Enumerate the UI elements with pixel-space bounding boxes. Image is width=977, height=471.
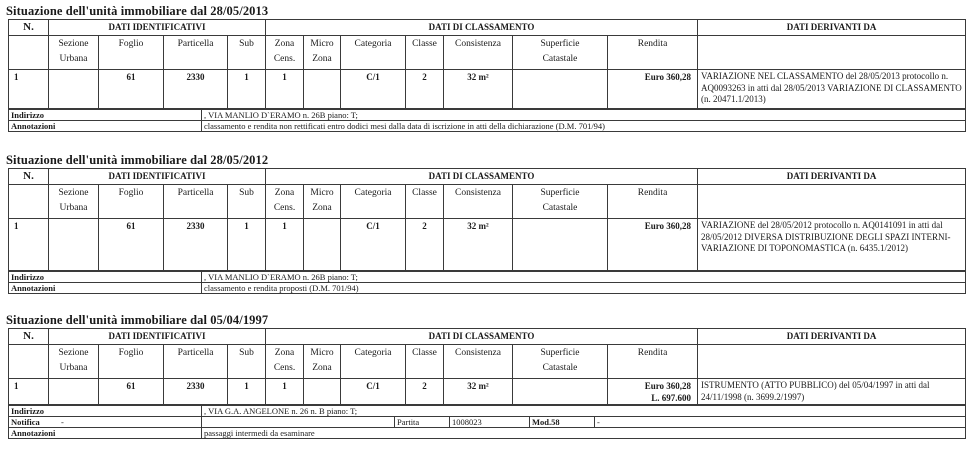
col-categoria: Categoria <box>341 185 406 219</box>
col-consistenza: Consistenza <box>444 36 513 70</box>
col-micro: Micro Zona <box>304 345 341 379</box>
notifica-spacer <box>202 417 395 428</box>
table-row <box>9 379 966 405</box>
cell-consistenza: 32 m² <box>444 219 513 271</box>
value-annotazioni: classamento e rendita proposti (D.M. 701/94) <box>202 283 966 294</box>
cell-classe: 2 <box>406 379 444 405</box>
label-partita: Partita <box>395 417 450 428</box>
group-identificativi: DATI IDENTIFICATIVI <box>49 329 266 345</box>
cell-n: 1 <box>9 379 49 405</box>
section-2012 <box>8 153 965 294</box>
col-sezione: Sezione Urbana <box>49 185 99 219</box>
label-annotazioni: Annotazioni <box>9 283 202 294</box>
col-n: N. <box>9 20 49 36</box>
cell-rendita: Euro 360,28 <box>608 70 698 109</box>
cell-categoria: C/1 <box>341 219 406 271</box>
cell-sub: 1 <box>228 379 266 405</box>
cadastral-table <box>8 328 966 405</box>
cell-n: 1 <box>9 219 49 271</box>
col-rendita: Rendita <box>608 345 698 379</box>
col-sub: Sub <box>228 345 266 379</box>
cell-particella: 2330 <box>164 219 228 271</box>
group-classamento: DATI DI CLASSAMENTO <box>266 20 698 36</box>
label-indirizzo: Indirizzo <box>9 110 202 121</box>
col-consistenza: Consistenza <box>444 345 513 379</box>
col-n-empty <box>9 185 49 219</box>
cell-zona: 1 <box>266 70 304 109</box>
col-particella: Particella <box>164 345 228 379</box>
group-derivanti: DATI DERIVANTI DA <box>698 329 966 345</box>
cell-consistenza: 32 m² <box>444 70 513 109</box>
value-indirizzo: , VIA MANLIO D`ERAMO n. 26B piano: T; <box>202 272 966 283</box>
col-classe: Classe <box>406 185 444 219</box>
info-table <box>8 405 966 439</box>
cell-n: 1 <box>9 70 49 109</box>
col-superficie: Superficie Catastale <box>513 185 608 219</box>
col-consistenza: Consistenza <box>444 185 513 219</box>
col-sezione: Sezione Urbana <box>49 345 99 379</box>
col-rendita: Rendita <box>608 36 698 70</box>
col-n-empty <box>9 36 49 70</box>
section-title: Situazione dell'unità immobiliare dal 28/05/2013 <box>6 4 269 18</box>
cell-classe: 2 <box>406 219 444 271</box>
value-indirizzo: , VIA MANLIO D`ERAMO n. 26B piano: T; <box>202 110 966 121</box>
col-classe: Classe <box>406 345 444 379</box>
col-zona: Zona Cens. <box>266 345 304 379</box>
cell-particella: 2330 <box>164 70 228 109</box>
cell-categoria: C/1 <box>341 379 406 405</box>
group-identificativi: DATI IDENTIFICATIVI <box>49 20 266 36</box>
cell-rendita: Euro 360,28 <box>608 219 698 271</box>
cell-categoria: C/1 <box>341 70 406 109</box>
cell-sezione <box>49 219 99 271</box>
cell-derivanti: VARIAZIONE del 28/05/2012 protocollo n. AQ0141091 in atti dal 28/05/2012 DIVERSA DISTRIBUZIONE DEGLI SPAZI INTERNI- VARIAZIONE DI TOPONOMASTICA (n. 6435.1/2012) <box>698 219 966 271</box>
value-indirizzo: , VIA G.A. ANGELONE n. 26 n. B piano: T; <box>202 406 966 417</box>
col-foglio: Foglio <box>99 36 164 70</box>
cell-sub: 1 <box>228 70 266 109</box>
col-superficie: Superficie Catastale <box>513 36 608 70</box>
col-sezione: Sezione Urbana <box>49 36 99 70</box>
col-n-empty <box>9 345 49 379</box>
col-superficie: Superficie Catastale <box>513 345 608 379</box>
info-table <box>8 271 966 294</box>
cadastral-table <box>8 168 966 271</box>
section-title: Situazione dell'unità immobiliare dal 05/04/1997 <box>6 313 269 327</box>
cell-zona: 1 <box>266 219 304 271</box>
cell-superficie <box>513 70 608 109</box>
cell-foglio: 61 <box>99 219 164 271</box>
cell-sezione <box>49 70 99 109</box>
cell-classe: 2 <box>406 70 444 109</box>
col-particella: Particella <box>164 185 228 219</box>
table-row <box>9 70 966 109</box>
cell-zona: 1 <box>266 379 304 405</box>
col-micro: Micro Zona <box>304 185 341 219</box>
section-1997 <box>8 313 965 439</box>
cell-micro <box>304 70 341 109</box>
cell-micro <box>304 219 341 271</box>
col-n: N. <box>9 169 49 185</box>
cell-micro <box>304 379 341 405</box>
label-notifica: Notifica - <box>9 417 202 428</box>
label-annotazioni: Annotazioni <box>9 428 202 439</box>
value-notifica: - <box>61 417 64 427</box>
col-particella: Particella <box>164 36 228 70</box>
col-categoria: Categoria <box>341 345 406 379</box>
cell-foglio: 61 <box>99 70 164 109</box>
label-mod58: Mod.58 <box>530 417 595 428</box>
col-derivanti-empty <box>698 36 966 70</box>
cell-superficie <box>513 379 608 405</box>
label-indirizzo: Indirizzo <box>9 406 202 417</box>
group-classamento: DATI DI CLASSAMENTO <box>266 169 698 185</box>
group-classamento: DATI DI CLASSAMENTO <box>266 329 698 345</box>
cell-particella: 2330 <box>164 379 228 405</box>
label-annotazioni: Annotazioni <box>9 121 202 132</box>
col-micro: Micro Zona <box>304 36 341 70</box>
cell-superficie <box>513 219 608 271</box>
col-foglio: Foglio <box>99 345 164 379</box>
col-sub: Sub <box>228 185 266 219</box>
table-row <box>9 219 966 271</box>
cell-rendita: Euro 360,28 L. 697.600 <box>608 379 698 405</box>
label-indirizzo: Indirizzo <box>9 272 202 283</box>
cell-sub: 1 <box>228 219 266 271</box>
col-classe: Classe <box>406 36 444 70</box>
col-n: N. <box>9 329 49 345</box>
cell-derivanti: ISTRUMENTO (ATTO PUBBLICO) del 05/04/1997 in atti dal 24/11/1998 (n. 3699.2/1997) <box>698 379 966 405</box>
col-rendita: Rendita <box>608 185 698 219</box>
col-zona: Zona Cens. <box>266 36 304 70</box>
cell-sezione <box>49 379 99 405</box>
info-table <box>8 109 966 132</box>
group-derivanti: DATI DERIVANTI DA <box>698 20 966 36</box>
value-annotazioni: passaggi intermedi da esaminare <box>202 428 966 439</box>
col-zona: Zona Cens. <box>266 185 304 219</box>
value-annotazioni: classamento e rendita non rettificati entro dodici mesi dalla data di iscrizione in atti della dichiarazione (D.M. 701/94) <box>202 121 966 132</box>
col-derivanti-empty <box>698 185 966 219</box>
col-sub: Sub <box>228 36 266 70</box>
col-foglio: Foglio <box>99 185 164 219</box>
cadastral-table <box>8 19 966 109</box>
section-2013 <box>8 4 965 132</box>
section-title: Situazione dell'unità immobiliare dal 28/05/2012 <box>6 153 269 167</box>
group-identificativi: DATI IDENTIFICATIVI <box>49 169 266 185</box>
value-partita: 1008023 <box>450 417 530 428</box>
col-categoria: Categoria <box>341 36 406 70</box>
value-mod58: - <box>595 417 966 428</box>
cell-foglio: 61 <box>99 379 164 405</box>
col-derivanti-empty <box>698 345 966 379</box>
group-derivanti: DATI DERIVANTI DA <box>698 169 966 185</box>
cell-derivanti: VARIAZIONE NEL CLASSAMENTO del 28/05/2013 protocollo n. AQ0093263 in atti dal 28/05/2013 VARIAZIONE DI CLASSAMENTO (n. 20471.1/2013) <box>698 70 966 109</box>
cell-consistenza: 32 m² <box>444 379 513 405</box>
